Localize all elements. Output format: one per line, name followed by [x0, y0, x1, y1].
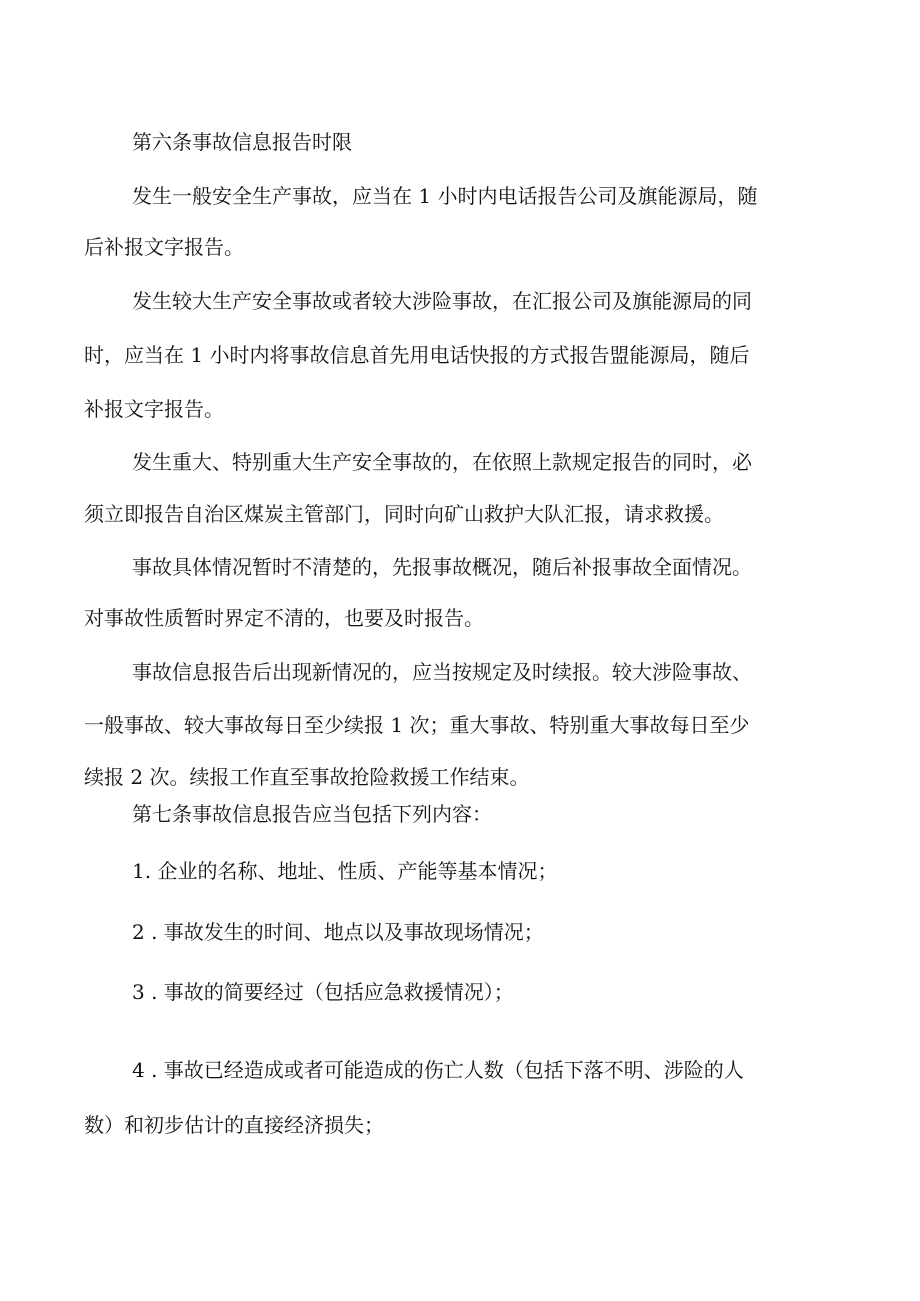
article7-item1: 1. 企业的名称、地址、性质、产能等基本情况； [132, 859, 558, 883]
article6-p1-line2: 后补报文字报告。 [84, 235, 244, 259]
article7-heading: 第七条事故信息报告应当包括下列内容： [132, 802, 492, 826]
article6-p2-line1: 发生较大生产安全事故或者较大涉险事故，在汇报公司及旗能源局的同 [132, 289, 752, 313]
article7-item4-line2: 数）和初步估计的直接经济损失； [84, 1113, 384, 1137]
article7-item2: 2 . 事故发生的时间、地点以及事故现场情况； [132, 920, 544, 944]
article7-item4-line1: 4 . 事故已经造成或者可能造成的伤亡人数（包括下落不明、涉险的人 [132, 1058, 744, 1082]
article6-p3-line1: 发生重大、特别重大生产安全事故的，在依照上款规定报告的同时，必 [132, 450, 752, 474]
article6-p3-line2: 须立即报告自治区煤炭主管部门，同时向矿山救护大队汇报，请求救援。 [84, 502, 724, 526]
article6-p2-line2: 时，应当在 1 小时内将事故信息首先用电话快报的方式报告盟能源局，随后 [84, 343, 750, 367]
article6-p5-line3: 续报 2 次。续报工作直至事故抢险救援工作结束。 [84, 765, 530, 789]
article7-item3: 3 . 事故的简要经过（包括应急救援情况）； [132, 980, 514, 1004]
article6-p5-line1: 事故信息报告后出现新情况的，应当按规定及时续报。较大涉险事故、 [132, 660, 752, 684]
article6-p4-line2: 对事故性质暂时界定不清的，也要及时报告。 [84, 606, 484, 630]
article6-p5-line2: 一般事故、较大事故每日至少续报 1 次；重大事故、特别重大事故每日至少 [84, 713, 750, 737]
article6-p4-line1: 事故具体情况暂时不清楚的，先报事故概况，随后补报事故全面情况。 [132, 555, 752, 579]
article6-heading: 第六条事故信息报告时限 [132, 130, 352, 154]
article6-p1-line1: 发生一般安全生产事故，应当在 1 小时内电话报告公司及旗能源局，随 [132, 184, 758, 208]
article6-p2-line3: 补报文字报告。 [84, 397, 224, 421]
